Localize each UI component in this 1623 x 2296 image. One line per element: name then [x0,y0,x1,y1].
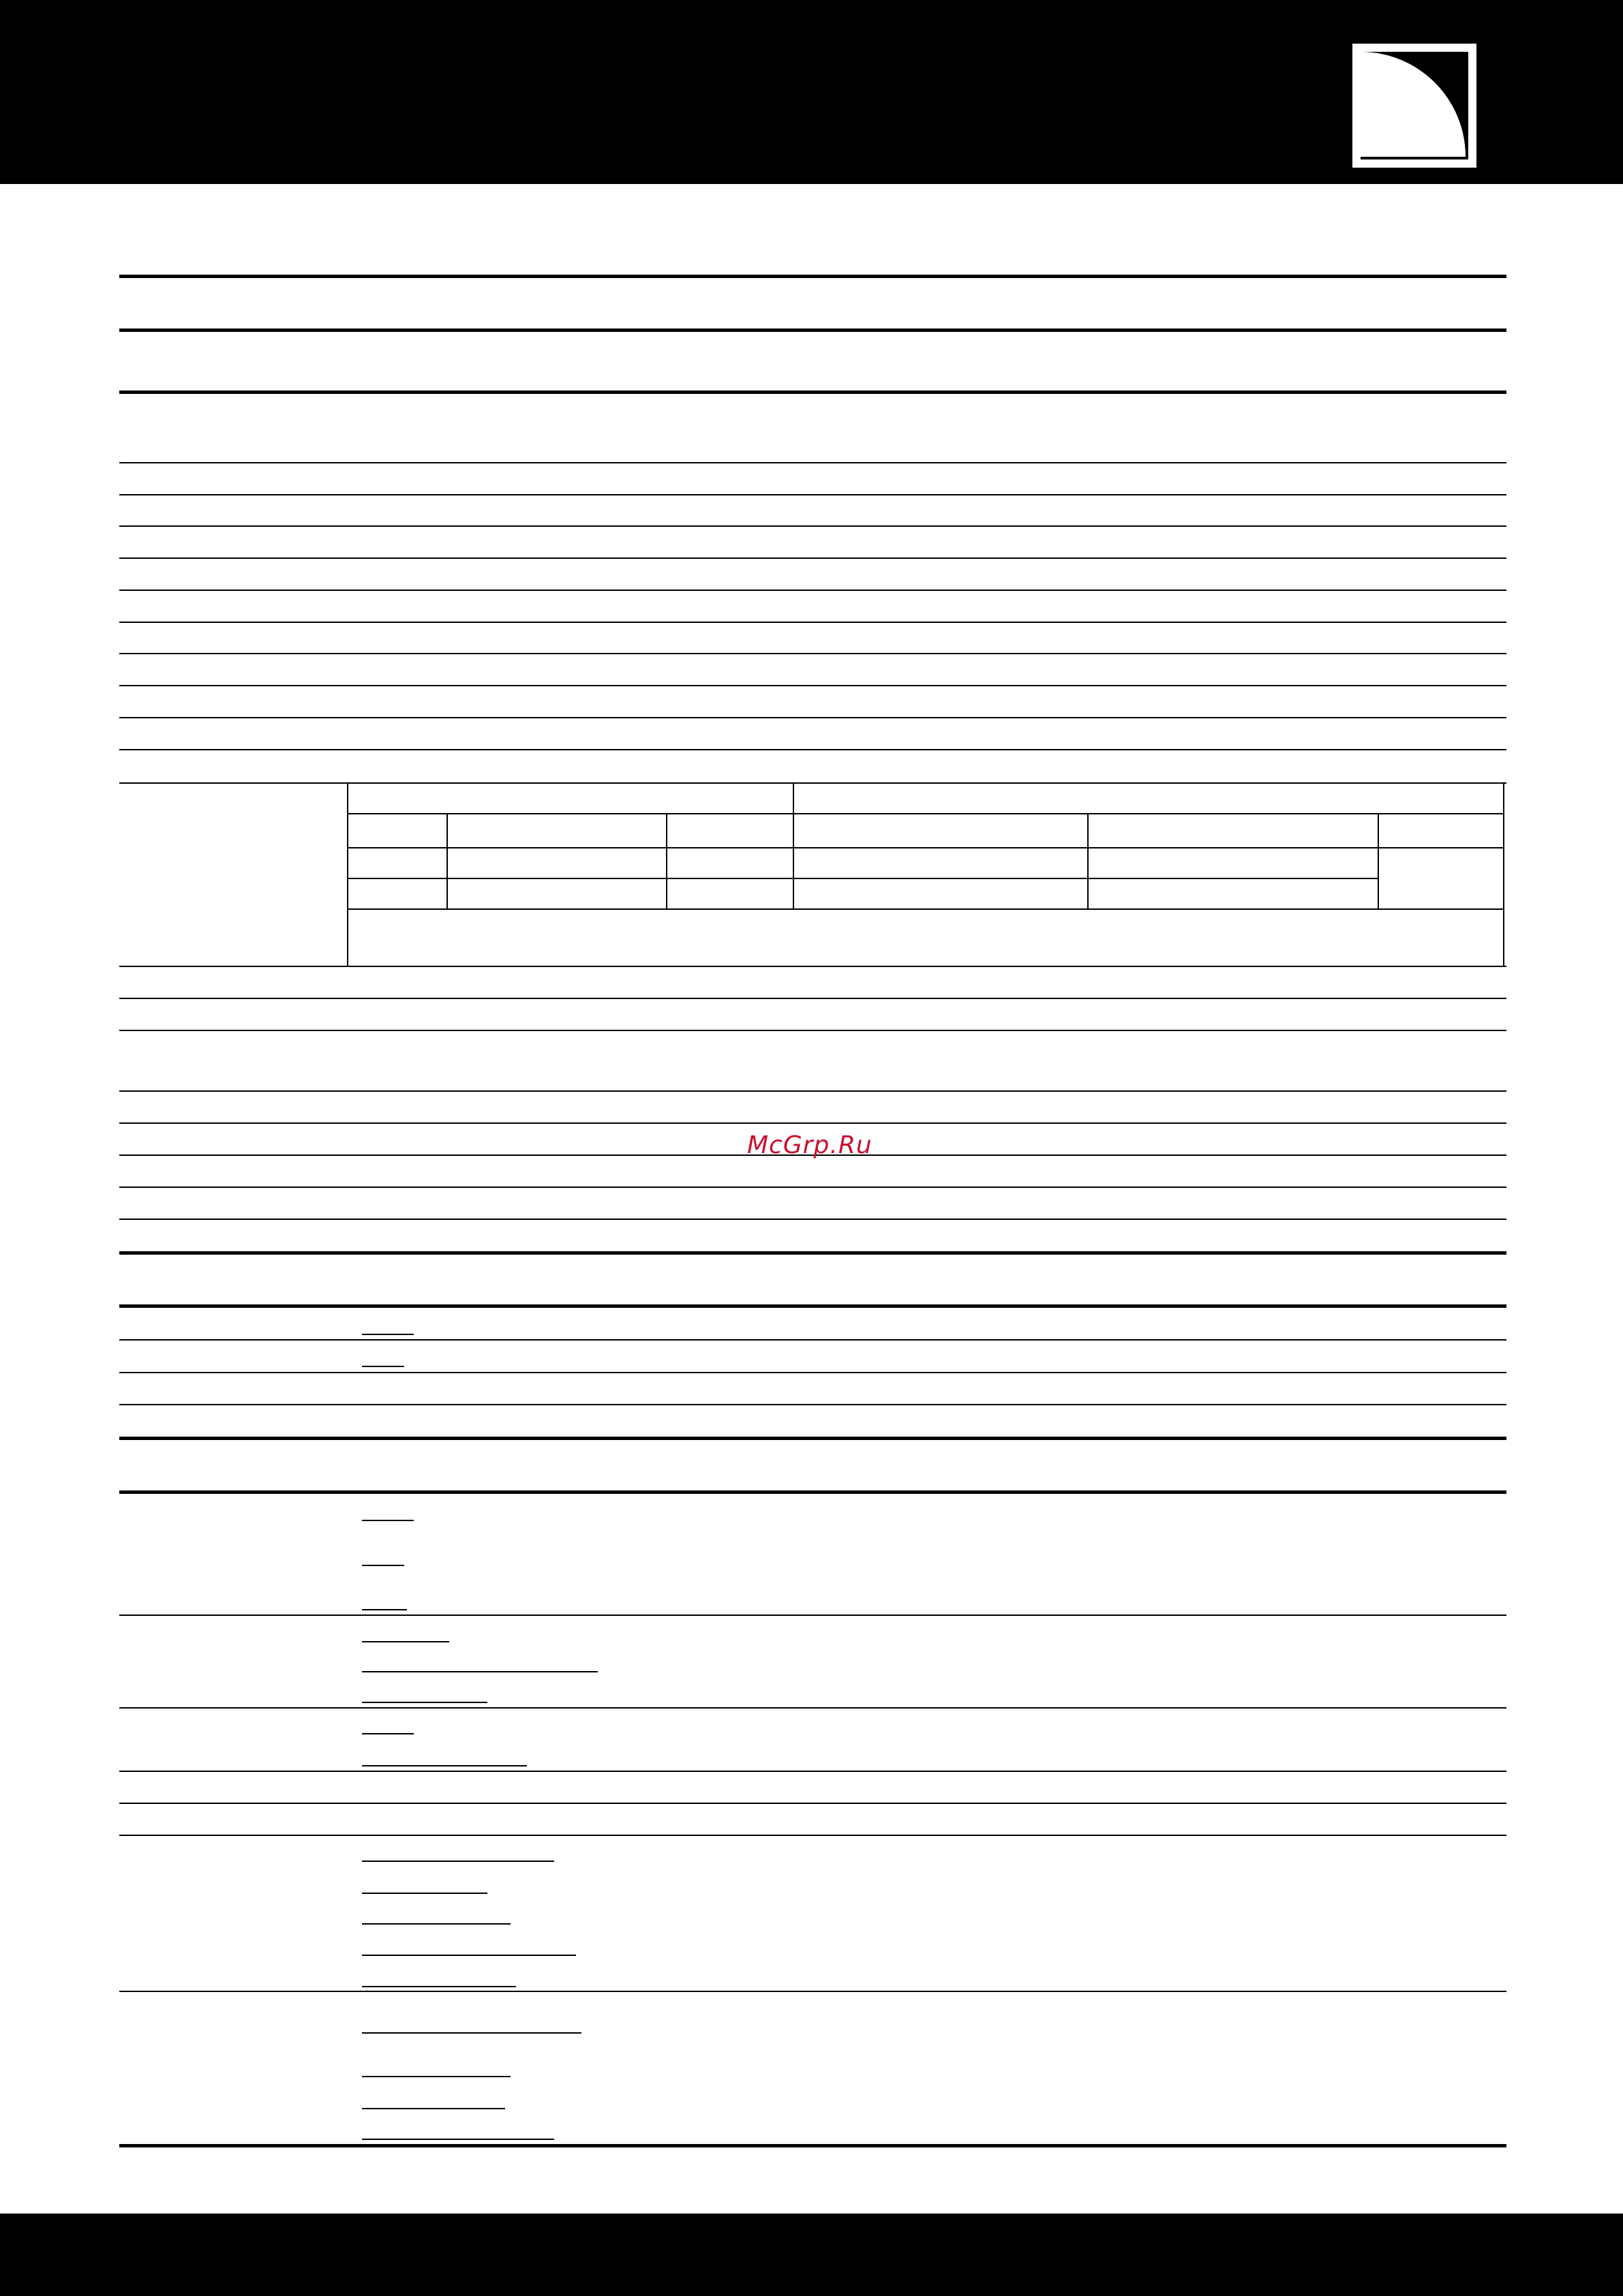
link-underline[interactable] [362,1334,414,1335]
spec-row-divider [119,717,1506,718]
link-underline[interactable] [362,1733,414,1734]
link-underline[interactable] [362,2139,554,2140]
rule-section-title [119,1437,1506,1440]
spec-row-divider [119,1219,1506,1220]
table-col-divider [1378,813,1379,909]
spec-row-divider [119,590,1506,591]
logo-text: L·ACOUSTICS [1376,140,1453,151]
rule-section-header [119,391,1506,394]
link-underline[interactable] [362,1671,598,1672]
spec-row-divider [119,1372,1506,1373]
link-underline[interactable] [362,1955,576,1956]
rule-bottom [119,2144,1506,2147]
rule-top [119,275,1506,278]
spec-row-divider [119,622,1506,623]
spec-row-divider [119,1030,1506,1031]
spec-row-divider [119,782,1506,784]
table-col-divider [666,813,667,909]
table-rule [347,813,1504,814]
spec-row-divider [119,1614,1506,1616]
spec-row-divider [119,685,1506,686]
spec-row-divider [119,653,1506,654]
link-underline[interactable] [362,1366,404,1367]
spec-row-divider [119,557,1506,559]
table-col-divider [446,813,448,909]
link-underline[interactable] [362,1861,554,1862]
table-rule [347,878,1379,879]
link-underline[interactable] [362,1520,414,1521]
link-underline[interactable] [362,1986,516,1987]
footer-band [0,2214,1623,2296]
brand-logo [1352,44,1476,168]
spec-row-divider [119,1404,1506,1405]
spec-row-divider [119,1090,1506,1092]
link-underline[interactable] [362,1765,527,1766]
table-border-right [1503,782,1504,966]
spec-row-divider [119,1991,1506,1992]
spec-row-divider [119,749,1506,750]
spec-row-divider [119,1771,1506,1772]
rule-section-title [119,1251,1506,1255]
spec-row-divider [119,1122,1506,1124]
watermark: McGrp.Ru [747,1131,873,1159]
link-underline[interactable] [362,1923,511,1925]
rule-section-title [119,328,1506,332]
link-underline[interactable] [362,1565,404,1566]
table-col-divider [793,782,794,909]
spec-row-divider [119,525,1506,527]
link-underline[interactable] [362,1893,487,1894]
spec-row-divider [119,1707,1506,1709]
spec-row-divider [119,966,1506,967]
spec-row-divider [119,1835,1506,1836]
link-underline[interactable] [362,2032,581,2034]
spec-row-divider [119,1803,1506,1804]
rule-section-header [119,1304,1506,1308]
logo-square [1438,55,1466,82]
table-col-divider [1087,813,1089,909]
link-underline[interactable] [362,1702,487,1703]
link-underline[interactable] [362,2108,505,2109]
link-underline[interactable] [362,2076,511,2077]
link-underline[interactable] [362,1641,449,1642]
spec-row-divider [119,1187,1506,1188]
table-rule [347,908,1504,910]
rule-section-header [119,1490,1506,1494]
spec-row-divider [119,998,1506,999]
spec-row-divider [119,462,1506,463]
link-underline[interactable] [362,1609,407,1610]
spec-row-divider [119,494,1506,495]
spec-row-divider [119,1339,1506,1341]
table-border-left [347,782,348,966]
table-rule [347,847,1504,848]
